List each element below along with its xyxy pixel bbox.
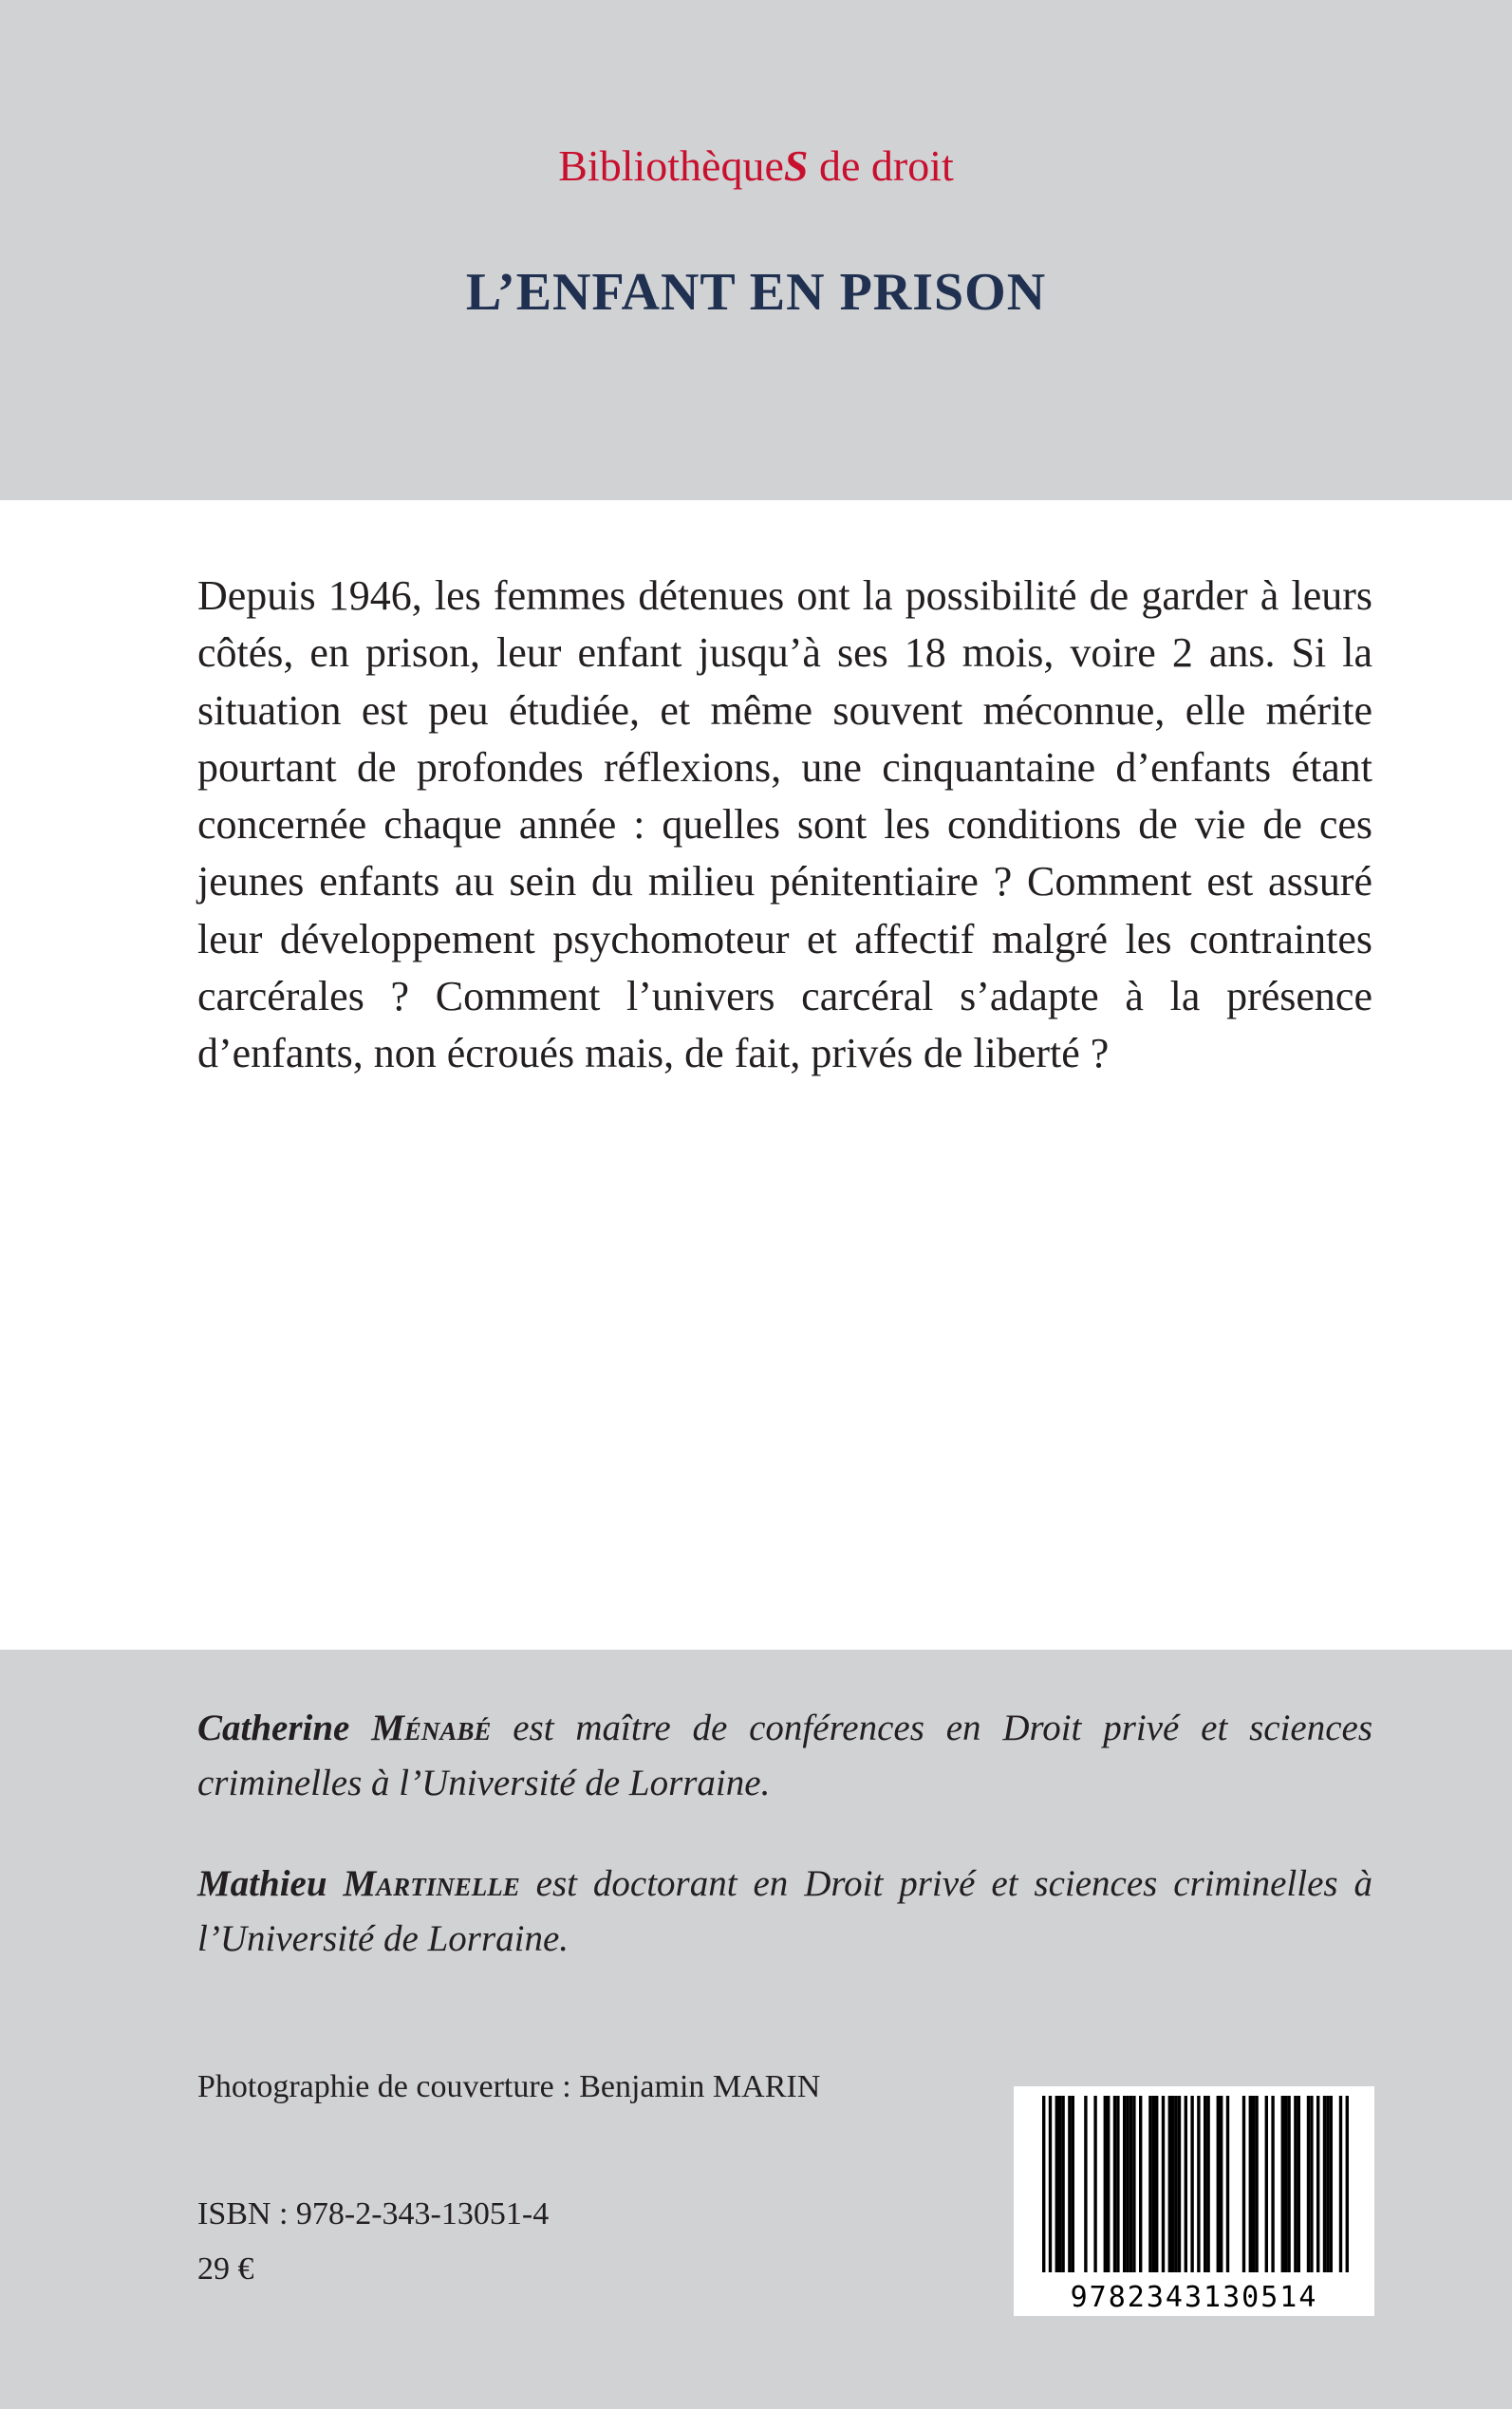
barcode-bar (1297, 2096, 1300, 2272)
author-bio: Catherine Ménabé est maître de conférences en Droit privé et sciences criminelles à l’Université de Lorraine. (197, 1708, 1373, 1803)
barcode-bar (1346, 2096, 1349, 2272)
barcode-bar (1217, 2096, 1220, 2272)
barcode-bar (1294, 2096, 1297, 2272)
barcode-bar (1226, 2096, 1229, 2272)
barcode-bar (1310, 2096, 1313, 2272)
barcode (1014, 2086, 1374, 2316)
barcode-bar (1049, 2096, 1052, 2272)
series-title: BibliothèqueS de droit (558, 141, 954, 190)
barcode-bar (1126, 2096, 1129, 2272)
barcode-bar (1197, 2096, 1200, 2272)
barcode-bar (1104, 2096, 1107, 2272)
barcode-graphic (1014, 2086, 1374, 2316)
barcode-number: 9782343130514 (1070, 2281, 1318, 2314)
barcode-bar (1316, 2096, 1319, 2272)
barcode-bar (1068, 2096, 1071, 2272)
barcode-bar (1281, 2096, 1284, 2272)
barcode-bar (1287, 2096, 1290, 2272)
barcode-bar (1178, 2096, 1181, 2272)
barcode-bar (1249, 2096, 1252, 2272)
barcode-bar (1148, 2096, 1151, 2272)
author-last-name: Martinelle (343, 1863, 520, 1904)
barcode-bar (1204, 2096, 1206, 2272)
barcode-bar (1168, 2096, 1171, 2272)
barcode-bar (1326, 2096, 1329, 2272)
author-bio: Mathieu Martinelle est doctorant en Droit privé et sciences criminelles à l’Université de Lorraine. (197, 1863, 1373, 1959)
barcode-bar (1271, 2096, 1274, 2272)
barcode-bar (1242, 2096, 1245, 2272)
barcode-bar (1323, 2096, 1326, 2272)
barcode-bar (1252, 2096, 1255, 2272)
barcode-bar (1072, 2096, 1074, 2272)
author-first-name: Catherine (197, 1708, 350, 1748)
barcode-bar (1152, 2096, 1155, 2272)
barcode-bar (1084, 2096, 1087, 2272)
price: 29 € (197, 2251, 254, 2287)
barcode-bar (1284, 2096, 1287, 2272)
barcode-bar (1265, 2096, 1268, 2272)
header-band (0, 0, 1512, 500)
barcode-bar (1220, 2096, 1223, 2272)
barcode-bar (1155, 2096, 1158, 2272)
barcode-bar (1116, 2096, 1119, 2272)
barcode-bar (1061, 2096, 1064, 2272)
barcode-bar (1139, 2096, 1142, 2272)
book-title: L’ENFANT EN PRISON (465, 263, 1047, 322)
barcode-bar (1093, 2096, 1096, 2272)
barcode-bar (1042, 2096, 1045, 2272)
isbn: ISBN : 978-2-343-13051-4 (197, 2196, 550, 2232)
photo-credit: Photographie de couverture : Benjamin MARIN (197, 2069, 821, 2104)
barcode-bar (1206, 2096, 1209, 2272)
book-summary: Depuis 1946, les femmes détenues ont la possibilité de garder à leurs côtés, en prison, leur enfant jusqu’à ses 18 mois, voire 2 ans. Si la situation est peu étudiée, et même souvent méconnue, elle mérite pourtant de profondes réflexions, une cinquantaine d’enfants étant concernée chaque année : quelles sont les conditions de vie de ces jeunes enfants au sein du milieu pénitentiaire ? Comment est assuré leur développement psychomoteur et affectif malgré les contraintes carcérales ? Comment l’univers carcéral s’adapte à la présence d’enfants, non écroués mais, de fait, privés de liberté ? (197, 572, 1372, 1077)
barcode-bar (1055, 2096, 1058, 2272)
barcode-bar (1171, 2096, 1174, 2272)
barcode-bar (1330, 2096, 1333, 2272)
barcode-bar (1185, 2096, 1187, 2272)
barcode-bar (1339, 2096, 1342, 2272)
barcode-bar (1129, 2096, 1132, 2272)
barcode-bar (1123, 2096, 1126, 2272)
barcode-bar (1107, 2096, 1110, 2272)
barcode-bar (1255, 2096, 1258, 2272)
author-first-name: Mathieu (197, 1863, 327, 1904)
barcode-bar (1058, 2096, 1061, 2272)
barcode-bar (1113, 2096, 1116, 2272)
barcode-bar (1174, 2096, 1177, 2272)
barcode-bar (1307, 2096, 1310, 2272)
barcode-bar (1162, 2096, 1165, 2272)
barcode-bar (1132, 2096, 1135, 2272)
author-last-name: Ménabé (371, 1708, 492, 1748)
barcode-bar (1190, 2096, 1193, 2272)
